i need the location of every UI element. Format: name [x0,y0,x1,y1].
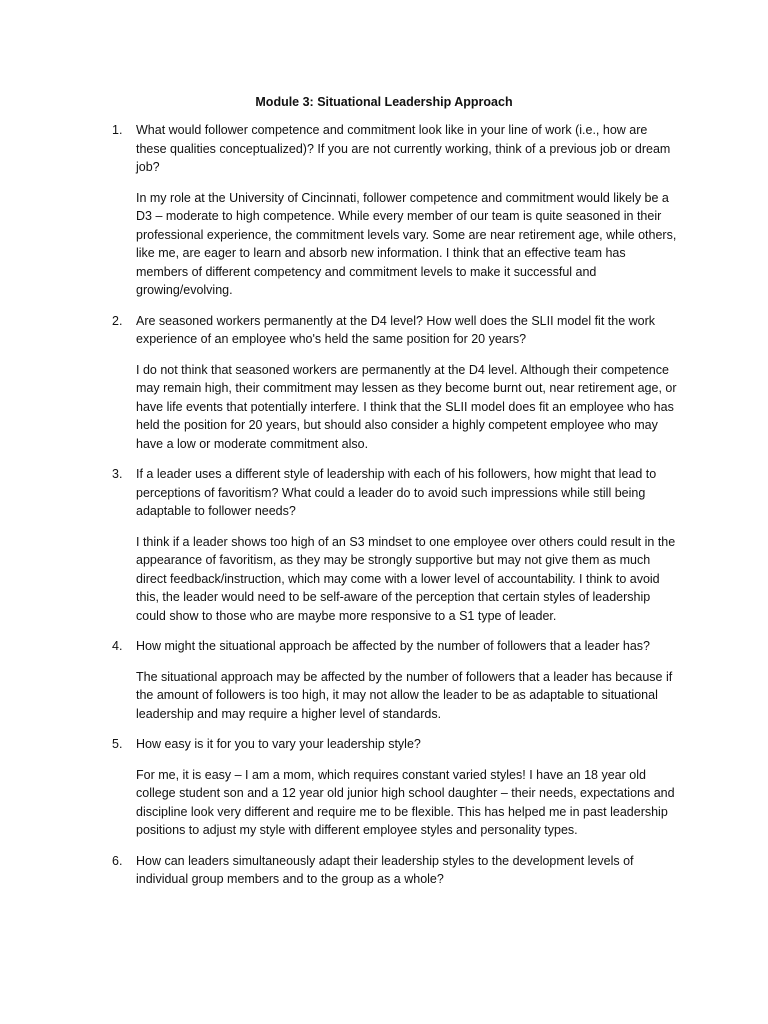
answer-text: In my role at the University of Cincinnati, follower competence and commitment would likely be a D3 – moderate to high competence. While every member of our team is quite seasoned in their professional experience, the commitment levels vary. Some are near retirement age, while others, like me, are eager to learn and absorb new information. I think that an effective team has members of different competency and commitment levels to make it successful and growing/evolving. [136,190,677,297]
question-item-5 [112,735,678,840]
question-number: 2. [112,313,123,328]
question-item-3 [112,465,678,625]
question-text: How easy is it for you to vary your leadership style? [136,737,421,751]
question-text: How can leaders simultaneously adapt their leadership styles to the development levels of individual group members and to the group as a whole? [136,853,634,886]
question-item-4 [112,637,678,723]
document-title [0,93,768,111]
answer-text: The situational approach may be affected by the number of followers that a leader has because if the amount of followers is too high, it may not allow the leader to be as adaptable to situational leadership and may require a higher level of standards. [136,669,673,721]
question-item-6 [112,852,678,889]
question-text: What would follower competence and commitment look like in your line of work (i.e., how are these qualities conceptualized)? If you are not currently working, think of a previous job or dream job? [136,123,671,174]
question-number: 6. [112,853,123,868]
question-item-2 [112,312,678,454]
document-title-text: Module 3: Situational Leadership Approach [255,95,513,109]
question-text: How might the situational approach be affected by the number of followers that a leader has? [136,639,650,653]
answer-text: For me, it is easy – I am a mom, which requires constant varied styles! I have an 18 year old college student son and a 12 year old junior high school daughter – their needs, expectations and discipline look very different and require me to be flexible. This has helped me in past leadership positions to adjust my style with different employee styles and personality types. [136,767,675,837]
question-item-1 [112,121,678,300]
question-text: Are seasoned workers permanently at the D4 level? How well does the SLII model fit the work experience of an employee who's held the same position for 20 years? [136,313,656,346]
question-text: If a leader uses a different style of leadership with each of his followers, how might that lead to perceptions of favoritism? What could a leader do to avoid such impressions while still being adaptable to follower needs? [136,467,657,518]
answer-text: I do not think that seasoned workers are permanently at the D4 level. Although their competence may remain high, their commitment may lessen as they become burnt out, near retirement age, or have life events that potentially interfere. I think that the SLII model does fit an employee who has held the position for 20 years, but should also consider a highly competent employee who may have a low or moderate commitment also. [136,362,677,451]
question-number: 4. [112,639,123,653]
question-list [112,121,678,901]
answer-text: I think if a leader shows too high of an S3 mindset to one employee over others could result in the appearance of favoritism, as they may be strongly supportive but may not give them as much direct feedback/instruction, which may come with a lower level of accountability. I think to avoid this, the leader would need to be self-aware of the perception that certain styles of leadership could show to those who are maybe more responsive to a S1 type of leader. [136,534,676,623]
question-number: 3. [112,467,123,481]
question-number: 1. [112,123,123,137]
question-number: 5. [112,737,123,751]
